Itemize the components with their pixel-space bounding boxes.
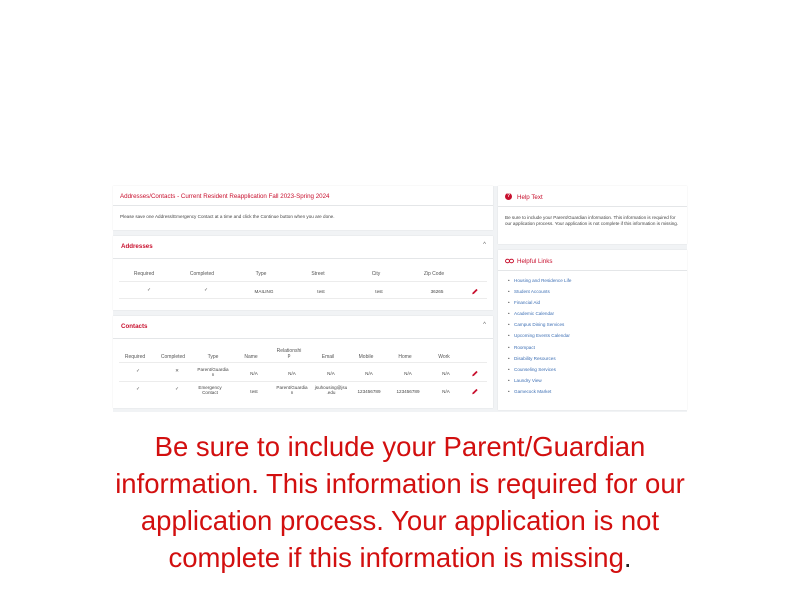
divider: [113, 258, 493, 259]
page-header-card: [113, 186, 493, 230]
helpful-link[interactable]: • Roompact: [508, 344, 535, 350]
column-header: Home: [398, 354, 412, 360]
contact-mobile: 123456789: [357, 389, 381, 394]
column-header: Relationshi p: [276, 348, 302, 360]
divider: [119, 281, 487, 282]
addresses-heading: Addresses: [121, 243, 153, 250]
contact-home: 123456789: [396, 389, 420, 394]
contact-type: Emergency Contact: [198, 385, 222, 396]
contacts-section: [113, 316, 493, 408]
divider: [119, 298, 487, 299]
divider: [119, 362, 487, 363]
link-icon: [505, 258, 514, 266]
helpful-link[interactable]: • Financial Aid: [508, 300, 541, 306]
contact-work: N/A: [442, 389, 450, 394]
contact-email: jsuhousing@jsu .edu: [314, 385, 348, 396]
addresses-header[interactable]: [113, 236, 493, 256]
divider: [498, 270, 687, 271]
check-icon: ✓: [175, 386, 179, 391]
edit-pencil-icon[interactable]: [472, 288, 479, 295]
helpful-link[interactable]: • Upcoming Events Calendar: [508, 333, 570, 339]
helpful-link[interactable]: • Laundry View: [508, 377, 542, 383]
contacts-heading: Contacts: [121, 323, 148, 330]
helpful-link[interactable]: • Campus Dining Services: [508, 322, 565, 328]
caption-text: Be sure to include your Parent/Guardian information. This information is required for our application process. Your application is not complete if this information is missing.: [115, 431, 685, 573]
check-icon: ✓: [136, 368, 140, 373]
contact-relationship: N/A: [288, 371, 296, 376]
check-icon: ✓: [204, 287, 208, 292]
helpful-link[interactable]: • Housing and Residence Life: [508, 278, 572, 283]
column-header: Completed: [160, 354, 186, 360]
contact-type: Parent/Guardia n: [197, 367, 229, 378]
column-header: Zip Code: [423, 271, 445, 277]
contact-home: N/A: [404, 371, 412, 376]
column-header: Work: [438, 354, 450, 360]
column-header: City: [371, 271, 381, 277]
helpful-links-panel: [498, 250, 687, 410]
help-text-panel: [498, 186, 687, 244]
page-title: Addresses/Contacts - Current Resident Reapplication Fall 2023-Spring 2024: [120, 193, 330, 200]
edit-pencil-icon[interactable]: [472, 388, 479, 395]
column-header: Email: [321, 354, 335, 360]
help-heading: Help Text: [517, 194, 543, 201]
contacts-header[interactable]: [113, 316, 493, 336]
contact-email: N/A: [327, 371, 335, 376]
check-icon: ✓: [147, 287, 151, 292]
instructions-text: Please save one Address/Emergency Contact at a time and click the Continue button when you are done.: [120, 214, 335, 219]
x-icon: ✕: [175, 368, 179, 373]
column-header: Name: [244, 354, 258, 360]
check-icon: ✓: [136, 386, 140, 391]
chevron-up-icon[interactable]: ^: [483, 322, 486, 328]
divider: [113, 338, 493, 339]
divider: [498, 206, 687, 207]
chevron-up-icon[interactable]: ^: [483, 242, 486, 248]
contact-relationship: Parent/Guardia n: [276, 385, 308, 396]
helpful-link[interactable]: • Gamecock Market: [508, 388, 552, 394]
contact-name: N/A: [250, 371, 258, 376]
column-header: Completed: [189, 271, 215, 277]
column-header: Required: [124, 354, 146, 360]
helpful-link[interactable]: • Student Accounts: [508, 289, 550, 295]
links-heading: Helpful Links: [517, 258, 553, 265]
divider: [113, 205, 493, 206]
contact-work: N/A: [442, 371, 450, 376]
edit-pencil-icon[interactable]: [472, 370, 479, 377]
column-header: Type: [255, 271, 267, 277]
help-body: Be sure to include your Parent/Guardian information. This information is required for our application process. Your application is not complete if this information is missing.: [505, 215, 679, 227]
column-header: Mobile: [358, 354, 374, 360]
helpful-link[interactable]: • Academic Calendar: [508, 311, 555, 317]
divider: [119, 381, 487, 382]
screenshot-panel: [113, 186, 687, 412]
column-header: Street: [311, 271, 325, 277]
links-list: [508, 278, 571, 400]
question-icon: ?: [506, 193, 511, 199]
helpful-link[interactable]: • Counseling Services: [508, 366, 556, 372]
address-city: test: [375, 289, 383, 294]
column-header: Required: [133, 271, 155, 277]
address-zip: 36265: [430, 289, 444, 294]
address-type: MAILING: [254, 289, 274, 294]
contact-name: test: [250, 389, 258, 394]
address-street: test: [317, 289, 325, 294]
contact-mobile: N/A: [365, 371, 373, 376]
addresses-section: [113, 236, 493, 310]
helpful-link[interactable]: • Disability Resources: [508, 355, 556, 361]
column-header: Type: [207, 354, 219, 360]
